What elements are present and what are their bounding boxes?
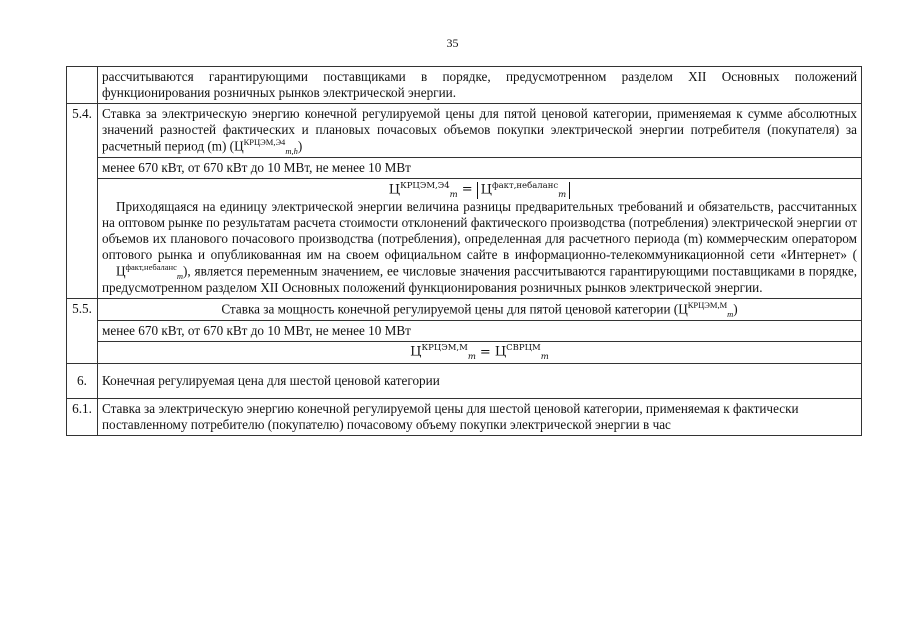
row-number: 6.1.: [67, 399, 98, 436]
tariff-table: [66, 66, 862, 436]
row-number-empty: [67, 67, 98, 104]
table-row: [67, 104, 862, 158]
power-range: менее 670 кВт, от 670 кВт до 10 МВт, не менее 10 МВт: [98, 158, 862, 179]
row-title: [98, 104, 862, 158]
row-title-text: Ставка за мощность конечной регулируемой цены для пятой ценовой категории (: [221, 301, 679, 317]
formula-cell: [98, 341, 862, 364]
row-number: 5.5.: [67, 298, 98, 364]
table-row: [67, 298, 862, 320]
equals-sign: =: [461, 182, 473, 198]
symbol-svrcm: $Ц^{СВРЦМ}_m$: [494, 343, 549, 363]
formula-m: [410, 344, 549, 361]
table-row: [67, 179, 862, 299]
symbol-fact-nebalans: $Ц^{факт,небаланс}_m$: [480, 180, 567, 200]
row-title-end: ): [297, 138, 303, 154]
symbol-krcem-e4-mh: $Ц^{КРЦЭМ,Э4}_{m,h}$: [234, 137, 298, 157]
table-row: [67, 364, 862, 399]
table-row: [67, 158, 862, 179]
table-row: [67, 320, 862, 341]
row-number: 5.4.: [67, 104, 98, 299]
formula-cell: [98, 179, 862, 299]
symbol-krcem-m: $Ц^{КРЦЭМ,М}_m$: [410, 343, 476, 363]
table-row: [67, 67, 862, 104]
description-text: Приходящаяся на единицу электрической энергии величина разницы предварительных требований и обязательств, рассчитанных на оптовом рынке по результатам расчета стоимости отклонений фактического производства (потребления) электрической энергии от объемов их планового почасового производства (потребления), определенная для расчетного периода (m) коммерческим оператором оптового рынка и опубликованная им на своем официальном сайте в информационно-телекоммуникационной сети «Интернет» $(Ц^{факт,небаланс}_m)$, является переменным значением, ее числовые значения рассчитываются гарантирующими поставщиками в порядке, предусмотренном разделом XII Основных положений функционирования розничных рынков электрической энергии.: [102, 198, 857, 295]
symbol-fact-nebalans-inline: $Ц^{факт,небаланс}_m$: [116, 261, 183, 281]
table-row: [67, 399, 862, 436]
row-title: [98, 298, 862, 320]
table-row: [67, 341, 862, 364]
symbol-krcem-m: $Ц^{КРЦЭМ,М}_m$: [678, 299, 734, 319]
equals-sign: =: [479, 344, 491, 360]
continuation-text: рассчитываются гарантирующими поставщиками в порядке, предусмотренном разделом XII Основных положений функционирования розничных рынков электрической энергии.: [98, 67, 862, 104]
symbol-krcem-e4: $Ц^{КРЦЭМ,Э4}_m$: [388, 180, 458, 200]
row-title: Конечная регулируемая цена для шестой ценовой категории: [98, 364, 862, 399]
power-range: менее 670 кВт, от 670 кВт до 10 МВт, не менее 10 МВт: [98, 320, 862, 341]
formula-e4: [102, 181, 857, 199]
row-number: 6.: [67, 364, 98, 399]
page-number: 35: [446, 36, 459, 50]
row-title-end: ): [733, 301, 738, 317]
row-title: Ставка за электрическую энергию конечной регулируемой цены для шестой ценовой категории, применяемая к фактически поставленному потребителю (покупателю) почасовому объему покупки электрической энергии в час: [98, 399, 862, 436]
row-title-text: Ставка за электрическую энергию конечной регулируемой цены для пятой ценовой категории, применяемая к сумме абсолютных значений разностей фактических и плановых почасовых объемов покупки электрической энергии потребителя (покупателя) за расчетный период (m) (: [102, 106, 857, 154]
absolute-value: [477, 182, 571, 199]
